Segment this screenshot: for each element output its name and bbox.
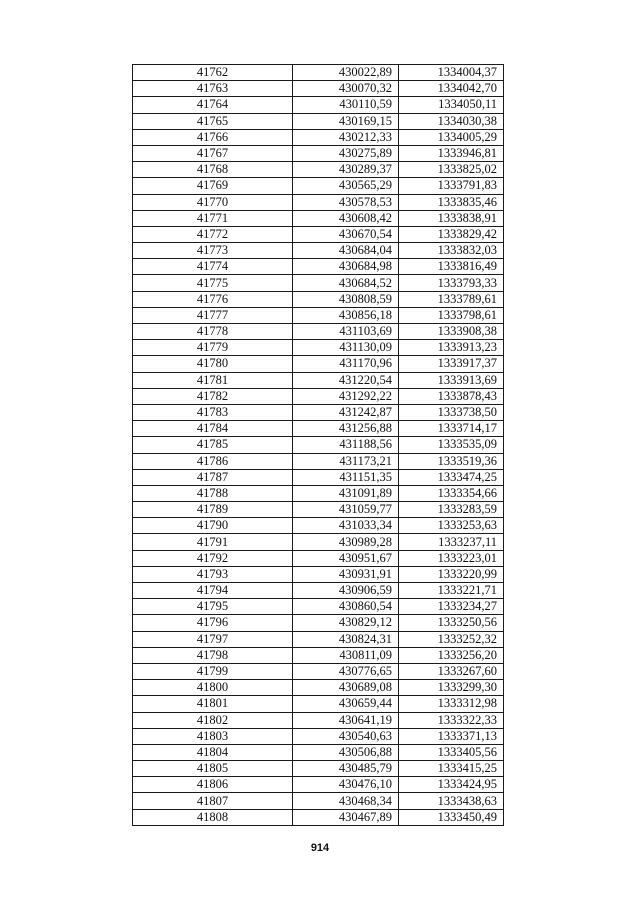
x-coordinate-cell: 430476,10 [293,777,399,793]
table-row [133,226,504,242]
table-row [133,437,504,453]
point-number-cell: 41782 [133,388,293,404]
point-number-cell: 41791 [133,534,293,550]
point-number-cell: 41763 [133,81,293,97]
y-coordinate-cell: 1333253,63 [399,518,504,534]
x-coordinate-cell: 430659,44 [293,696,399,712]
x-coordinate-cell: 430989,28 [293,534,399,550]
y-coordinate-cell: 1333913,23 [399,340,504,356]
table-row [133,534,504,550]
point-number-cell: 41801 [133,696,293,712]
table-row [133,647,504,663]
x-coordinate-cell: 430689,08 [293,680,399,696]
point-number-cell: 41775 [133,275,293,291]
point-number-cell: 41776 [133,291,293,307]
x-coordinate-cell: 430022,89 [293,65,399,81]
y-coordinate-cell: 1333322,33 [399,712,504,728]
x-coordinate-cell: 430776,65 [293,663,399,679]
point-number-cell: 41797 [133,631,293,647]
table-row [133,485,504,501]
table-row [133,275,504,291]
y-coordinate-cell: 1333816,49 [399,259,504,275]
x-coordinate-cell: 430829,12 [293,615,399,631]
table-row [133,178,504,194]
x-coordinate-cell: 430565,29 [293,178,399,194]
table-row [133,793,504,809]
x-coordinate-cell: 431130,09 [293,340,399,356]
point-number-cell: 41803 [133,728,293,744]
table-row [133,291,504,307]
y-coordinate-cell: 1333946,81 [399,145,504,161]
point-number-cell: 41787 [133,469,293,485]
table-row [133,502,504,518]
x-coordinate-cell: 431059,77 [293,502,399,518]
y-coordinate-cell: 1333793,33 [399,275,504,291]
table-row [133,680,504,696]
x-coordinate-cell: 430289,37 [293,162,399,178]
point-number-cell: 41794 [133,583,293,599]
y-coordinate-cell: 1333838,91 [399,210,504,226]
y-coordinate-cell: 1333252,32 [399,631,504,647]
x-coordinate-cell: 431091,89 [293,485,399,501]
table-row [133,631,504,647]
point-number-cell: 41784 [133,421,293,437]
table-row [133,566,504,582]
x-coordinate-cell: 430860,54 [293,599,399,615]
point-number-cell: 41771 [133,210,293,226]
x-coordinate-cell: 430906,59 [293,583,399,599]
y-coordinate-cell: 1333220,99 [399,566,504,582]
table-row [133,809,504,825]
y-coordinate-cell: 1333798,61 [399,307,504,323]
table-row [133,663,504,679]
x-coordinate-cell: 430824,31 [293,631,399,647]
x-coordinate-cell: 430856,18 [293,307,399,323]
table-row [133,469,504,485]
point-number-cell: 41764 [133,97,293,113]
x-coordinate-cell: 431188,56 [293,437,399,453]
point-number-cell: 41800 [133,680,293,696]
y-coordinate-cell: 1333234,27 [399,599,504,615]
y-coordinate-cell: 1333371,13 [399,728,504,744]
point-number-cell: 41777 [133,307,293,323]
table-row [133,340,504,356]
point-number-cell: 41798 [133,647,293,663]
table-row [133,615,504,631]
x-coordinate-cell: 430684,52 [293,275,399,291]
point-number-cell: 41768 [133,162,293,178]
x-coordinate-cell: 430931,91 [293,566,399,582]
x-coordinate-cell: 431173,21 [293,453,399,469]
table-row [133,550,504,566]
table-row [133,324,504,340]
point-number-cell: 41778 [133,324,293,340]
point-number-cell: 41788 [133,485,293,501]
table-row [133,307,504,323]
x-coordinate-cell: 430608,42 [293,210,399,226]
table-row [133,712,504,728]
y-coordinate-cell: 1333223,01 [399,550,504,566]
table-row [133,518,504,534]
table-row [133,113,504,129]
point-number-cell: 41807 [133,793,293,809]
point-number-cell: 41806 [133,777,293,793]
table-row [133,777,504,793]
point-number-cell: 41786 [133,453,293,469]
table-row [133,145,504,161]
y-coordinate-cell: 1333450,49 [399,809,504,825]
point-number-cell: 41766 [133,129,293,145]
table-row [133,243,504,259]
table-row [133,583,504,599]
x-coordinate-cell: 430684,98 [293,259,399,275]
y-coordinate-cell: 1333283,59 [399,502,504,518]
y-coordinate-cell: 1333438,63 [399,793,504,809]
x-coordinate-cell: 430540,63 [293,728,399,744]
table-row [133,599,504,615]
y-coordinate-cell: 1333519,36 [399,453,504,469]
point-number-cell: 41795 [133,599,293,615]
y-coordinate-cell: 1333415,25 [399,761,504,777]
point-number-cell: 41804 [133,744,293,760]
y-coordinate-cell: 1333312,98 [399,696,504,712]
x-coordinate-cell: 430506,88 [293,744,399,760]
page-number: 914 [310,842,330,854]
table-row [133,162,504,178]
point-number-cell: 41796 [133,615,293,631]
point-number-cell: 41790 [133,518,293,534]
point-number-cell: 41783 [133,404,293,420]
y-coordinate-cell: 1333267,60 [399,663,504,679]
y-coordinate-cell: 1333535,09 [399,437,504,453]
table-row [133,404,504,420]
x-coordinate-cell: 431256,88 [293,421,399,437]
y-coordinate-cell: 1333829,42 [399,226,504,242]
y-coordinate-cell: 1334030,38 [399,113,504,129]
y-coordinate-cell: 1333825,02 [399,162,504,178]
x-coordinate-cell: 430684,04 [293,243,399,259]
table-row [133,453,504,469]
y-coordinate-cell: 1333835,46 [399,194,504,210]
point-number-cell: 41779 [133,340,293,356]
table-row [133,129,504,145]
table-row [133,194,504,210]
table-row [133,210,504,226]
y-coordinate-cell: 1333917,37 [399,356,504,372]
point-number-cell: 41762 [133,65,293,81]
table-row [133,696,504,712]
x-coordinate-cell: 431292,22 [293,388,399,404]
point-number-cell: 41767 [133,145,293,161]
table-row [133,65,504,81]
y-coordinate-cell: 1333878,43 [399,388,504,404]
y-coordinate-cell: 1333474,25 [399,469,504,485]
y-coordinate-cell: 1333237,11 [399,534,504,550]
coordinates-table [132,64,504,826]
point-number-cell: 41805 [133,761,293,777]
table-row [133,259,504,275]
x-coordinate-cell: 430485,79 [293,761,399,777]
y-coordinate-cell: 1334004,37 [399,65,504,81]
table-row [133,356,504,372]
table-row [133,372,504,388]
x-coordinate-cell: 430467,89 [293,809,399,825]
y-coordinate-cell: 1333256,20 [399,647,504,663]
x-coordinate-cell: 431242,87 [293,404,399,420]
point-number-cell: 41774 [133,259,293,275]
table-row [133,744,504,760]
table-row [133,388,504,404]
point-number-cell: 41772 [133,226,293,242]
y-coordinate-cell: 1333791,83 [399,178,504,194]
coordinates-table-body [133,65,504,826]
table-row [133,97,504,113]
y-coordinate-cell: 1333908,38 [399,324,504,340]
x-coordinate-cell: 430808,59 [293,291,399,307]
x-coordinate-cell: 430212,33 [293,129,399,145]
point-number-cell: 41808 [133,809,293,825]
x-coordinate-cell: 430468,34 [293,793,399,809]
point-number-cell: 41799 [133,663,293,679]
y-coordinate-cell: 1333789,61 [399,291,504,307]
point-number-cell: 41781 [133,372,293,388]
y-coordinate-cell: 1334042,70 [399,81,504,97]
y-coordinate-cell: 1333832,03 [399,243,504,259]
y-coordinate-cell: 1333424,95 [399,777,504,793]
x-coordinate-cell: 431151,35 [293,469,399,485]
table-row [133,728,504,744]
y-coordinate-cell: 1334005,29 [399,129,504,145]
x-coordinate-cell: 430169,15 [293,113,399,129]
x-coordinate-cell: 430811,09 [293,647,399,663]
x-coordinate-cell: 430070,32 [293,81,399,97]
point-number-cell: 41785 [133,437,293,453]
y-coordinate-cell: 1333221,71 [399,583,504,599]
point-number-cell: 41792 [133,550,293,566]
x-coordinate-cell: 430670,54 [293,226,399,242]
y-coordinate-cell: 1334050,11 [399,97,504,113]
table-row [133,761,504,777]
y-coordinate-cell: 1333714,17 [399,421,504,437]
point-number-cell: 41789 [133,502,293,518]
x-coordinate-cell: 430578,53 [293,194,399,210]
point-number-cell: 41780 [133,356,293,372]
y-coordinate-cell: 1333354,66 [399,485,504,501]
point-number-cell: 41793 [133,566,293,582]
y-coordinate-cell: 1333250,56 [399,615,504,631]
x-coordinate-cell: 431103,69 [293,324,399,340]
table-row [133,81,504,97]
y-coordinate-cell: 1333299,30 [399,680,504,696]
x-coordinate-cell: 430110,59 [293,97,399,113]
y-coordinate-cell: 1333405,56 [399,744,504,760]
x-coordinate-cell: 431220,54 [293,372,399,388]
x-coordinate-cell: 431170,96 [293,356,399,372]
y-coordinate-cell: 1333738,50 [399,404,504,420]
x-coordinate-cell: 431033,34 [293,518,399,534]
x-coordinate-cell: 430275,89 [293,145,399,161]
point-number-cell: 41769 [133,178,293,194]
y-coordinate-cell: 1333913,69 [399,372,504,388]
table-row [133,421,504,437]
point-number-cell: 41765 [133,113,293,129]
x-coordinate-cell: 430951,67 [293,550,399,566]
point-number-cell: 41802 [133,712,293,728]
x-coordinate-cell: 430641,19 [293,712,399,728]
point-number-cell: 41770 [133,194,293,210]
point-number-cell: 41773 [133,243,293,259]
